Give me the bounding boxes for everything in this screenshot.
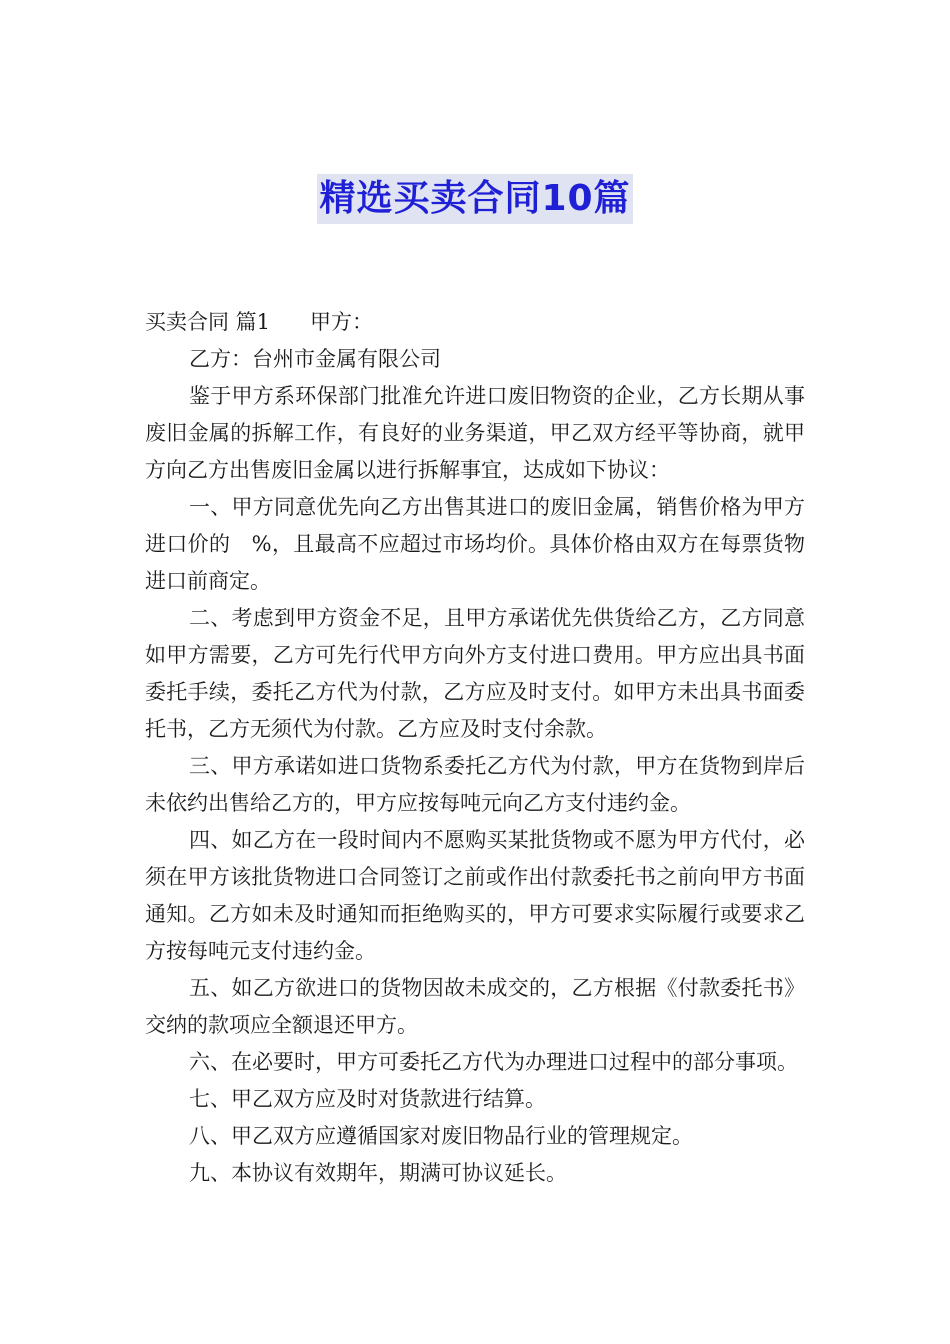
section-heading: 买卖合同 篇1 xyxy=(145,310,271,334)
party-b-paragraph: 乙方：台州市金属有限公司 xyxy=(189,347,441,371)
clause-2-paragraph: 二、考虑到甲方资金不足，且甲方承诺优先供货给乙方，乙方同意如甲方需要，乙方可先行代甲方向外方支付进口费用。甲方应出具书面委托手续，委托乙方代为付款，乙方应及时支付。如甲方未出具书面委托书，乙方无须代为付款。乙方应及时支付余款。 xyxy=(145,606,805,741)
clause-1-paragraph: 一、甲方同意优先向乙方出售其进口的废旧金属，销售价格为甲方进口价的 %，且最高不应超过市场均价。具体价格由双方在每票货物进口前商定。 xyxy=(145,495,805,593)
clause-8-paragraph: 八、甲乙双方应遵循国家对废旧物品行业的管理规定。 xyxy=(189,1124,693,1148)
clause-6-paragraph: 六、在必要时，甲方可委托乙方代为办理进口过程中的部分事项。 xyxy=(189,1050,798,1074)
title-container xyxy=(0,174,950,224)
section-header-line xyxy=(145,304,805,341)
party-a-label: 甲方： xyxy=(310,310,374,334)
clause-5-paragraph: 五、如乙方欲进口的货物因故未成交的，乙方根据《付款委托书》交纳的款项应全额退还甲方。 xyxy=(145,976,805,1037)
clause-7-paragraph: 七、甲乙双方应及时对货款进行结算。 xyxy=(189,1087,546,1111)
document-title: 精选买卖合同10篇 xyxy=(317,174,632,224)
document-body xyxy=(145,304,805,1192)
clause-4-paragraph: 四、如乙方在一段时间内不愿购买某批货物或不愿为甲方代付，必须在甲方该批货物进口合同签订之前或作出付款委托书之前向甲方书面通知。乙方如未及时通知而拒绝购买的，甲方可要求实际履行或要求乙方按每吨元支付违约金。 xyxy=(145,828,805,963)
clause-3-paragraph: 三、甲方承诺如进口货物系委托乙方代为付款，甲方在货物到岸后未依约出售给乙方的，甲方应按每吨元向乙方支付违约金。 xyxy=(145,754,805,815)
clause-9-paragraph: 九、本协议有效期年，期满可协议延长。 xyxy=(189,1161,567,1185)
preamble-paragraph: 鉴于甲方系环保部门批准允许进口废旧物资的企业，乙方长期从事废旧金属的拆解工作，有良好的业务渠道，甲乙双方经平等协商，就甲方向乙方出售废旧金属以进行拆解事宜，达成如下协议： xyxy=(145,384,805,482)
